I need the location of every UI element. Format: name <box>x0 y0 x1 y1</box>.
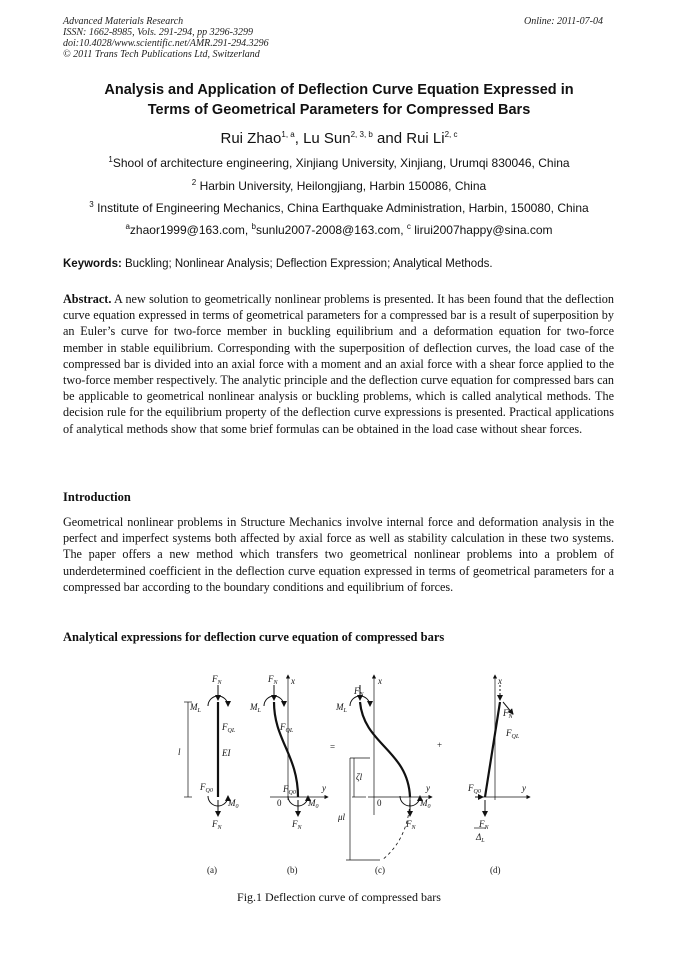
x-axis-label: x <box>378 676 382 686</box>
ml-label: $M_L$ <box>190 702 201 714</box>
affiliation-2 <box>60 179 618 193</box>
email-link[interactable]: zhaor1999@163.com, <box>129 223 252 237</box>
origin-label: 0 <box>277 798 282 808</box>
panel-label-d: (d) <box>490 865 501 875</box>
fn-label: $F_N$ <box>406 819 416 831</box>
author-sep: and <box>372 130 407 147</box>
fql-label: $F_{QL}$ <box>280 722 294 734</box>
affiliation-sup: 2 <box>191 178 197 187</box>
author-sup: 2, 3, b <box>350 130 373 139</box>
plus-sign: + <box>437 740 443 750</box>
fql-label: $F_{QL}$ <box>222 722 236 734</box>
journal-header <box>63 16 269 60</box>
origin-label: 0 <box>377 798 382 808</box>
fn-label: $F_N$ <box>292 819 302 831</box>
m0-label: $M_0$ <box>308 798 319 810</box>
y-axis-label: y <box>426 783 430 793</box>
email-sup: b <box>251 222 256 231</box>
figure-caption: Fig.1 Deflection curve of compressed bars <box>237 890 441 904</box>
affiliation-3 <box>60 201 618 215</box>
panel-label-c: (c) <box>375 865 385 875</box>
deflection-curve-c <box>360 702 410 797</box>
ml-label: $M_L$ <box>250 702 261 714</box>
zeta-l-label: ζl <box>356 772 363 782</box>
deflection-figure <box>170 660 540 885</box>
emails <box>60 223 618 237</box>
fn-label: $F_N$ <box>479 819 489 831</box>
abstract-text: A new solution to geometrically nonlinear problems is presented. It has been found that the deflection curve equation expressed in terms of geometrical parameters for a compressed bar is a result of superposition by an Euler’s curve for two-force member in buckling equilibrium and a deformation equation for two-force member in stable equilibrium. Corresponding with the superposition of deflection curves, the load case of the compressed bar is divided into an axial force with a moment and an axial force with a shear force applied to the two-force member respectively. The analytic principle and the deflection curve equation for compressed bars can be applicable to geometrical nonlinear analysis or buckling problems, which is called analytical methods. The decision rule for the equilibrium property of the deflection curve expressions is presented. Practical applications of analytical methods show that some brief formulas can be obtained in the load case without shear forces. <box>63 292 614 436</box>
email-sup: a <box>125 222 130 231</box>
author-sep: , <box>294 130 304 147</box>
paper-title <box>60 80 618 120</box>
author-name: Lu Sun <box>303 130 351 147</box>
author-sup: 1, a <box>281 130 295 139</box>
fq0-label: $F_{Q0}$ <box>283 784 296 796</box>
authors <box>60 130 618 147</box>
y-axis-label: y <box>322 783 326 793</box>
m0-label: $M_0$ <box>420 798 431 810</box>
deflection-curve-b <box>274 702 298 797</box>
x-axis-label: x <box>291 676 295 686</box>
fn-label: $F_N$ <box>354 686 364 698</box>
doi-line: doi:10.4028/www.scientific.net/AMR.291-294.3296 <box>63 38 269 49</box>
intro-heading: Introduction <box>63 490 131 504</box>
journal-name: Advanced Materials Research <box>63 16 184 27</box>
fq0-label: $F_{Q0}$ <box>200 782 213 794</box>
email-link[interactable]: sunlu2007-2008@163.com, <box>255 223 407 237</box>
author-sup: 2, c <box>444 130 458 139</box>
x-axis-label: x <box>498 676 502 686</box>
panel-label-b: (b) <box>287 865 298 875</box>
keywords-text: Buckling; Nonlinear Analysis; Deflection Expression; Analytical Methods. <box>121 258 493 270</box>
keywords-label: Keywords: <box>63 258 122 270</box>
issn-line: ISSN: 1662-8985, Vols. 291-294, pp 3296-3299 <box>63 27 253 38</box>
section-heading: Analytical expressions for deflection curve equation of compressed bars <box>63 630 445 644</box>
m0-label: $M_0$ <box>228 798 239 810</box>
online-date: Online: 2011-07-04 <box>524 16 603 27</box>
length-label: l <box>178 747 181 757</box>
inclined-bar-d <box>485 702 500 797</box>
fn-label: $F_N$ <box>212 819 222 831</box>
fq0-label: $F_{Q0}$ <box>468 783 481 795</box>
email-link[interactable]: lirui2007happy@sina.com <box>410 223 553 237</box>
affiliation-1 <box>60 156 618 170</box>
author-name: Rui Zhao <box>220 130 282 147</box>
fql-label: $F_{QL}$ <box>506 728 520 740</box>
ei-label: EI <box>222 748 231 758</box>
affiliation-text: Shool of architecture engineering, Xinjiang University, Xinjiang, Urumqi 830046, China <box>112 156 570 170</box>
delta-label: $\Delta_L$ <box>476 832 485 844</box>
affiliation-text: Harbin University, Heilongjiang, Harbin 150086, China <box>196 179 487 193</box>
affiliation-sup: 3 <box>89 200 94 209</box>
abstract <box>63 291 614 437</box>
email-sup: c <box>406 222 411 231</box>
fn-label: $F_N$ <box>268 674 278 686</box>
affiliation-text: Institute of Engineering Mechanics, China Earthquake Administration, Harbin, 150080, China <box>93 201 589 215</box>
copyright-line: © 2011 Trans Tech Publications Ltd, Switzerland <box>63 49 260 60</box>
author-name: Rui Li <box>406 130 445 147</box>
fn-label: $F_N$ <box>212 674 222 686</box>
abstract-label: Abstract. <box>63 292 112 306</box>
equals-sign: = <box>330 742 336 752</box>
ml-label: $M_L$ <box>336 702 347 714</box>
fn-label: $F_N$ <box>503 708 513 720</box>
y-axis-label: y <box>522 783 526 793</box>
title-line-2: Terms of Geometrical Parameters for Compressed Bars <box>147 102 531 118</box>
intro-text: Geometrical nonlinear problems in Structure Mechanics involve internal force and deformation analysis in the perfect and imperfect systems both affected by axial force as well as stability calculation in these two systems. The paper offers a new method which transfers two geometrical nonlinear problems into a problem of underdetermined coefficient in the deflection curve equation expressed in terms of geometrical parameters for a compressed bar according to the boundary conditions and equilibrium of forces. <box>63 515 614 594</box>
panel-label-a: (a) <box>207 865 217 875</box>
mu-l-label: μl <box>338 812 346 822</box>
title-line-1: Analysis and Application of Deflection Curve Equation Expressed in <box>104 82 574 98</box>
affiliation-sup: 1 <box>108 155 113 164</box>
keywords <box>63 258 618 270</box>
